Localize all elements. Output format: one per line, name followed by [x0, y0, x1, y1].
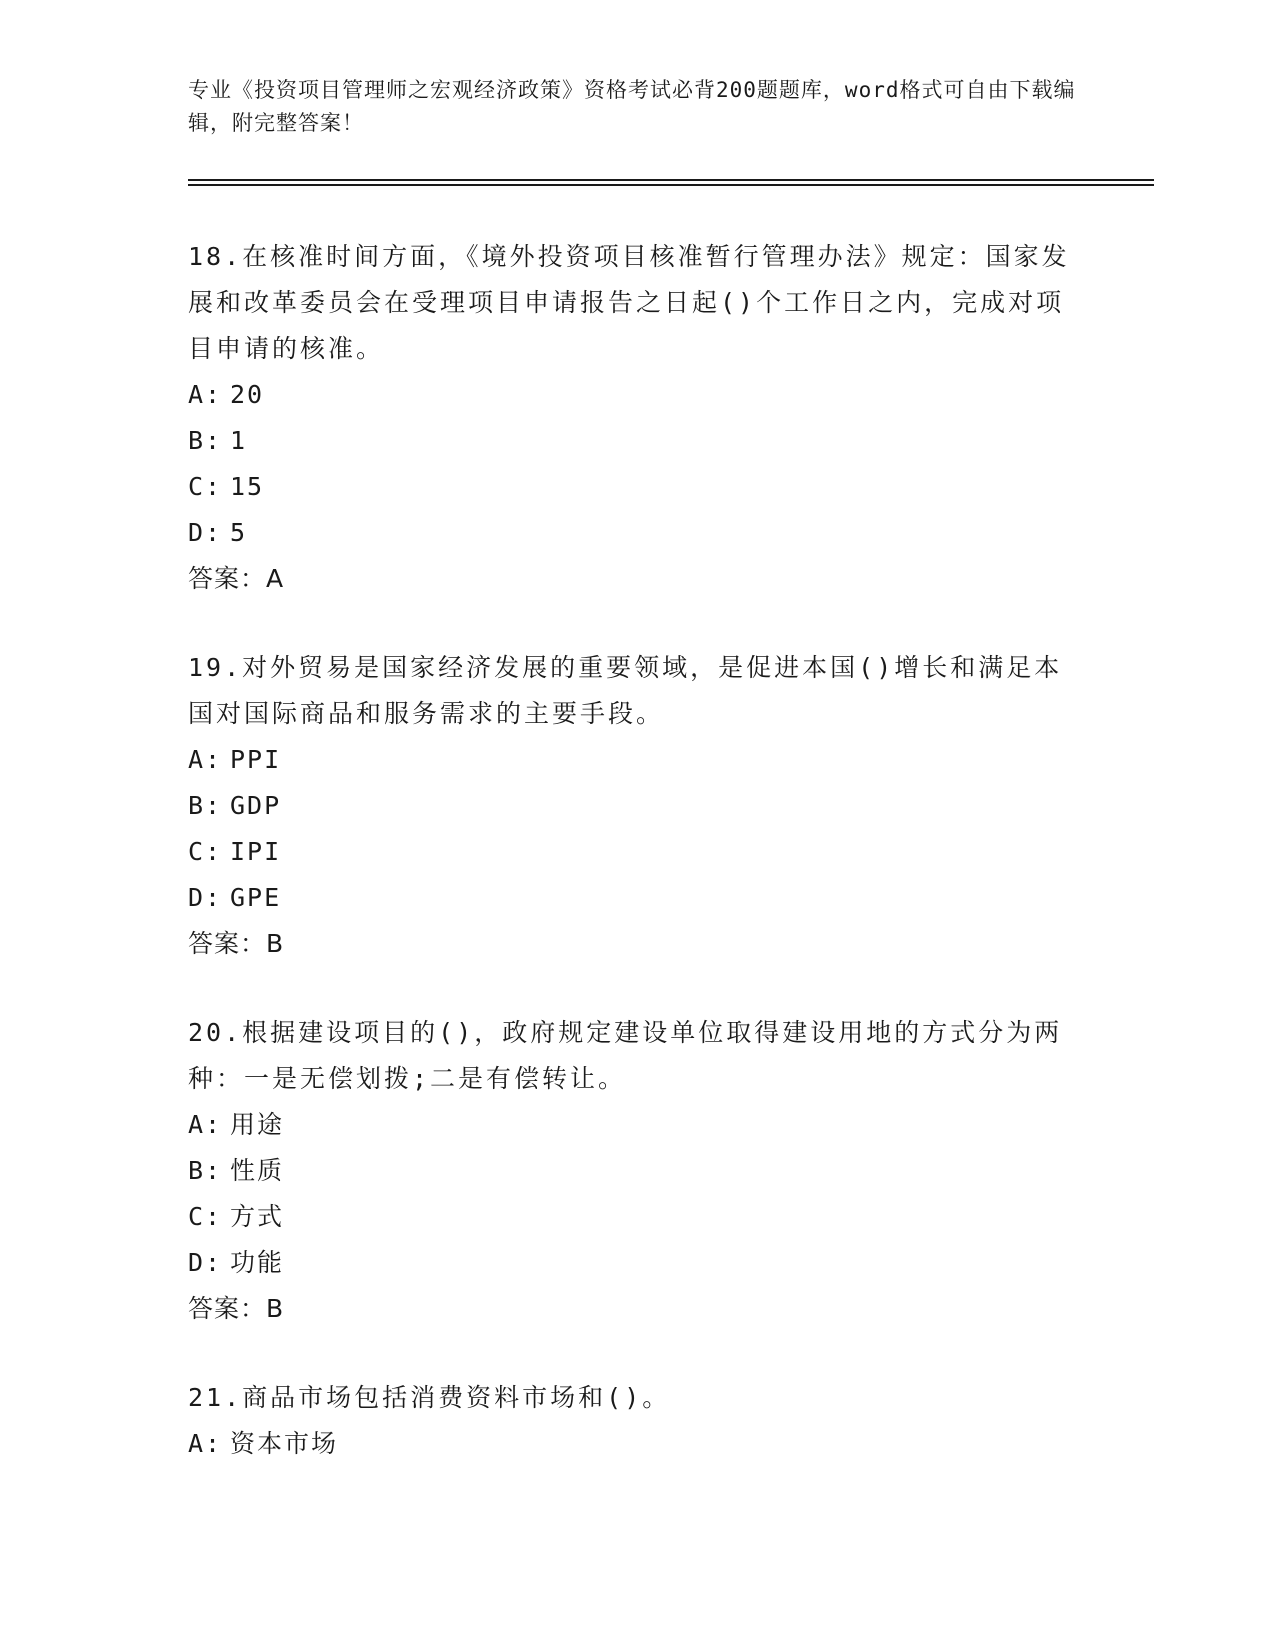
option-text: PPI	[230, 745, 282, 774]
option-letter: D:	[188, 883, 223, 912]
option-text: GDP	[230, 791, 282, 820]
option-c	[188, 829, 1078, 875]
question-20	[188, 1010, 1078, 1332]
question-stem: 21.商品市场包括消费资料市场和()。	[188, 1383, 671, 1412]
option-text: 用途	[230, 1110, 285, 1139]
question-19	[188, 645, 1078, 967]
option-text: 20	[230, 380, 265, 409]
option-d	[188, 510, 1078, 556]
header-divider-top	[188, 179, 1154, 181]
option-letter: A:	[188, 745, 223, 774]
option-letter: D:	[188, 518, 223, 547]
option-text: IPI	[230, 837, 282, 866]
option-letter: B:	[188, 791, 223, 820]
option-letter: A:	[188, 380, 223, 409]
document-header: 专业《投资项目管理师之宏观经济政策》资格考试必背200题题库，word格式可自由下载编辑，附完整答案！	[188, 78, 1076, 135]
answer-label: 答案：B	[188, 1294, 285, 1323]
option-text: 功能	[230, 1248, 285, 1277]
answer-label: 答案：A	[188, 564, 285, 593]
option-letter: B:	[188, 426, 223, 455]
question-stem: 20.根据建设项目的()，政府规定建设单位取得建设用地的方式分为两种：一是无偿划拨;二是有偿转让。	[188, 1018, 1063, 1093]
option-d	[188, 1240, 1078, 1286]
option-letter: A:	[188, 1110, 223, 1139]
option-b	[188, 418, 1078, 464]
question-stem: 19.对外贸易是国家经济发展的重要领域，是促进本国()增长和满足本国对国际商品和服务需求的主要手段。	[188, 653, 1063, 728]
option-text: 15	[230, 472, 265, 501]
option-text: 5	[230, 518, 248, 547]
option-letter: C:	[188, 472, 223, 501]
option-a	[188, 737, 1078, 783]
header-divider-bottom	[188, 184, 1154, 186]
question-18	[188, 234, 1078, 602]
option-letter: A:	[188, 1429, 223, 1458]
option-b	[188, 1148, 1078, 1194]
option-b	[188, 783, 1078, 829]
option-letter: C:	[188, 837, 223, 866]
option-c	[188, 1194, 1078, 1240]
option-letter: B:	[188, 1156, 223, 1185]
question-21	[188, 1375, 1078, 1467]
option-c	[188, 464, 1078, 510]
answer-label: 答案：B	[188, 929, 285, 958]
option-letter: D:	[188, 1248, 223, 1277]
option-text: GPE	[230, 883, 282, 912]
option-a	[188, 372, 1078, 418]
option-a	[188, 1102, 1078, 1148]
option-letter: C:	[188, 1202, 223, 1231]
option-text: 1	[230, 426, 248, 455]
option-a	[188, 1421, 1078, 1467]
option-d	[188, 875, 1078, 921]
question-stem: 18.在核准时间方面，《境外投资项目核准暂行管理办法》规定：国家发展和改革委员会在受理项目申请报告之日起()个工作日之内，完成对项目申请的核准。	[188, 242, 1070, 363]
option-text: 性质	[230, 1156, 285, 1185]
option-text: 资本市场	[230, 1429, 339, 1458]
option-text: 方式	[230, 1202, 285, 1231]
